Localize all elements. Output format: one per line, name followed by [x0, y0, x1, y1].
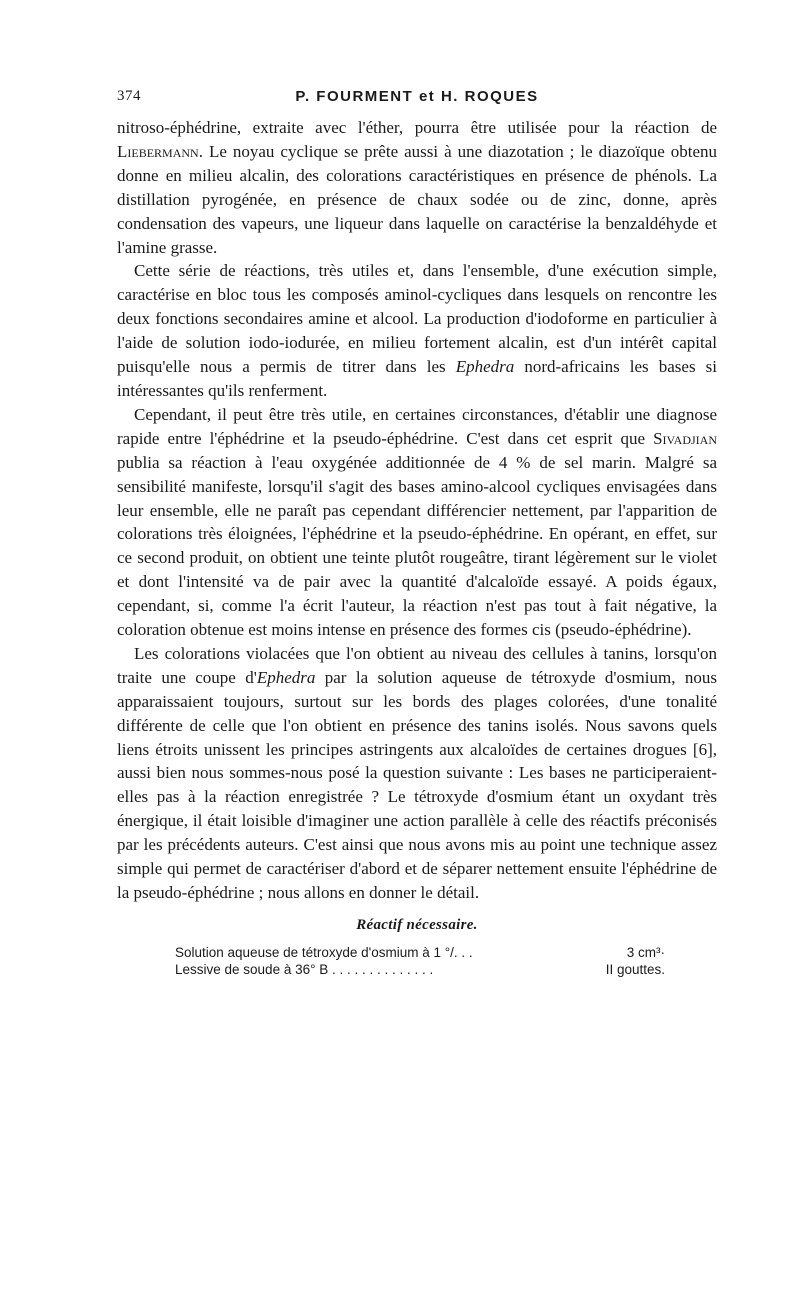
page — [117, 76, 717, 978]
text-segment: Les colorations violacées que l'on obtient au niveau des cellules à tanins, lorsqu'on traite une coupe d' — [117, 643, 717, 687]
paragraph-1 — [117, 116, 717, 259]
reagent-name: Solution aqueuse de tétroxyde d'osmium à 1 °/. . . — [175, 944, 473, 960]
paragraph-2 — [117, 259, 717, 402]
text-segment: nitroso-éphédrine, extraite avec l'éther, pourra être utilisée pour la réaction de — [117, 118, 717, 137]
paragraph-3 — [117, 403, 717, 642]
text-segment: Cette série de réactions, très utiles et, dans l'ensemble, d'une exécution simple, caractérise en bloc tous les composés aminol-cycliques dans lesquels on rencontre les deux fonctions secondaires amine et alcool. La production d'iodoforme en particulier à l'aide de solution iodo-iodurée, en milieu fortement alcalin, est d'un intérêt capital puisqu'elle nous a permis de titrer dans les — [117, 261, 717, 377]
running-head — [117, 76, 717, 110]
page-number: 374 — [117, 88, 141, 104]
body-text — [117, 116, 717, 905]
reagent-quantity: II gouttes. — [605, 961, 665, 977]
author-name-smallcaps: Sivadjian — [653, 428, 717, 448]
reagent-heading: Réactif nécessaire. — [356, 916, 478, 933]
reagent-row — [175, 944, 665, 961]
reagent-list — [175, 944, 665, 978]
text-segment: . Le noyau cyclique se prête aussi à une diazotation ; le diazoïque obtenu donne en milieu alcalin, des colorations caractéristiques en présence de phénols. La distillation pyrogénée, en présence de chaux sodée ou de zinc, donne, après condensation des vapeurs, une liqueur dans laquelle on caractérise la benzaldéhyde et l'amine grasse. — [117, 141, 717, 257]
author-name-smallcaps: Liebermann — [117, 141, 199, 161]
reagent-row — [175, 961, 665, 978]
paragraph-4 — [117, 642, 717, 905]
reagent-name: Lessive de soude à 36° B . . . . . . . . . . . . . . — [175, 961, 434, 977]
genus-name-italic: Ephedra — [256, 667, 316, 687]
reagent-quantity: 3 cm³· — [626, 944, 665, 960]
text-segment: nord-africains les bases si intéressantes qu'ils renferment. — [117, 357, 718, 400]
text-segment: par la solution aqueuse de tétroxyde d'osmium, nous apparaissaient toujours, surtout sur les bords des plages colorées, d'une tonalité différente de celle que l'on obtient en présence des tanins isolés. Nous savons quels liens étroits unissent les principes astringents aux alcaloïdes de certaines drogues [6], aussi bien nous sommes-nous posé la question suivante : Les bases ne participeraient-elles pas à la réaction enregistrée ? Le tétroxyde d'osmium étant un oxydant très énergique, il était loisible d'imaginer une action parallèle à celle des réactifs préconisés par les précédents auteurs. C'est ainsi que nous avons mis au point une technique assez simple qui permet de caractériser d'abord et de séparer nettement ensuite l'éphédrine de la pseudo-éphédrine ; nous allons en donner le détail. — [117, 667, 717, 902]
running-title: P. FOURMENT et H. ROQUES — [295, 88, 539, 105]
genus-name-italic: Ephedra — [455, 357, 515, 377]
text-segment: publia sa réaction à l'eau oxygénée additionnée de 4 % de sel marin. Malgré sa sensibilité manifeste, lorsqu'il s'agit des bases amino-alcool cycliques envisagées dans leur ensemble, elle ne paraît pas cependant différencier nettement, par l'apparition de colorations très éloignées, l'éphédrine et la pseudo-éphédrine. En opérant, en effet, sur ce second produit, on obtient une teinte plutôt rougeâtre, tirant légèrement sur le violet et dont l'intensité va de pair avec la quantité d'alcaloïde essayé. A poids égaux, cependant, si, comme l'a écrit l'auteur, la réaction n'est pas tout à fait négative, la coloration obtenue est moins intense en présence des formes cis (pseudo-éphédrine). — [117, 452, 717, 640]
text-segment: Cependant, il peut être très utile, en certaines circonstances, d'établir une diagnose rapide entre l'éphédrine et la pseudo-éphédrine. C'est dans cet esprit que — [117, 404, 717, 448]
